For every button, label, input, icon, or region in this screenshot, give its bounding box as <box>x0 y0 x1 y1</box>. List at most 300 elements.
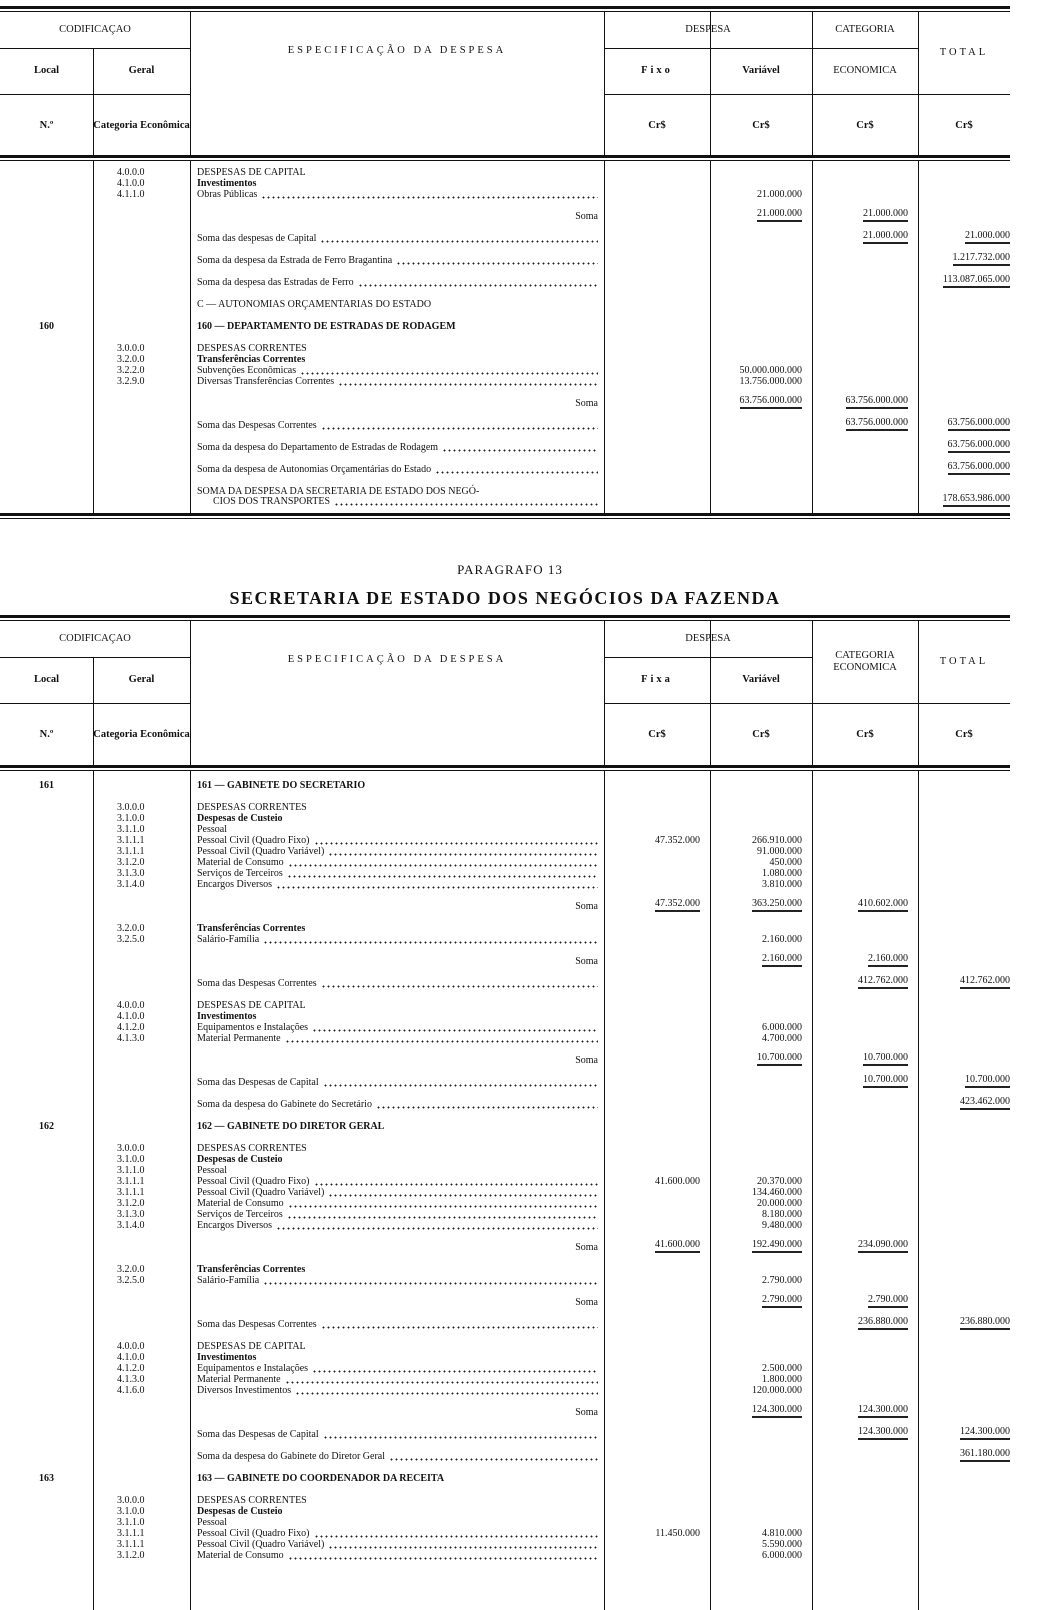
economic-category-code: 3.1.1.1 <box>117 846 145 857</box>
specification-text: 161 — GABINETE DO SECRETARIO <box>197 780 366 791</box>
economic-category-code: 3.1.3.0 <box>117 868 145 879</box>
local-number <box>0 1363 93 1374</box>
economic-category-code: 3.1.1.0 <box>117 1517 145 1528</box>
header-rule <box>0 48 190 49</box>
dot-leader <box>312 1025 598 1033</box>
specification <box>190 167 604 178</box>
total-value <box>918 178 1010 189</box>
specification-text: Material Permanente <box>197 1033 281 1044</box>
local-number <box>0 1220 93 1231</box>
economic-category-value <box>812 934 918 945</box>
economic-category-code: 3.2.2.0 <box>117 365 145 376</box>
total-value-amount: 178.653.986.000 <box>943 494 1011 507</box>
specification <box>190 1275 604 1286</box>
dot-leader <box>287 1212 598 1220</box>
economic-category-value <box>812 1209 918 1220</box>
variable-expense-amount: 50.000.000.000 <box>739 365 802 376</box>
local-number <box>0 1165 93 1176</box>
economic-category-code: 4.1.0.0 <box>117 1011 145 1022</box>
dot-leader <box>396 258 598 266</box>
specification-text: Pessoal <box>197 824 227 835</box>
table-row <box>0 288 1010 310</box>
specification-text: Soma <box>575 1242 598 1253</box>
economic-category-value <box>812 1506 918 1517</box>
economic-category-code: 4.0.0.0 <box>117 167 145 178</box>
total-value <box>918 1165 1010 1176</box>
despesa-heading: DESPESA <box>685 24 731 35</box>
total-value <box>918 1426 1010 1440</box>
specification <box>190 1550 604 1561</box>
economic-category-code: 4.1.2.0 <box>117 1363 145 1374</box>
economic-category-value-amount: 21.000.000 <box>863 231 908 244</box>
variable-expense-amount: 21.000.000 <box>757 189 802 200</box>
total-value <box>918 1154 1010 1165</box>
specification <box>190 824 604 835</box>
fixed-expense-amount: 41.600.000 <box>655 1240 700 1253</box>
dot-leader <box>328 1190 598 1198</box>
specification-text: Pessoal Civil (Quadro Variável) <box>197 1539 325 1550</box>
fixo-heading: Fixo <box>641 65 673 76</box>
total-value <box>918 1528 1010 1539</box>
fixed-expense <box>604 167 710 178</box>
specification <box>190 211 604 222</box>
local-number <box>0 1176 93 1187</box>
variable-expense <box>710 879 812 890</box>
variable-expense <box>710 1363 812 1374</box>
table-row <box>0 1011 1010 1022</box>
column-divider <box>710 621 711 766</box>
economic-category-code: 3.1.1.1 <box>117 835 145 846</box>
economic-category-value <box>812 1198 918 1209</box>
economic-category-value <box>812 189 918 200</box>
total-value <box>918 1022 1010 1033</box>
variable-expense <box>710 1539 812 1550</box>
dot-leader <box>389 1454 598 1462</box>
economic-category-value <box>812 824 918 835</box>
total-value <box>918 1506 1010 1517</box>
specification-text: Soma <box>575 1407 598 1418</box>
table-row <box>0 890 1010 912</box>
variable-expense <box>710 1154 812 1165</box>
economic-category-value <box>812 1165 918 1176</box>
specification <box>190 1473 604 1484</box>
table-row <box>0 1220 1010 1231</box>
variable-expense <box>710 376 812 387</box>
total-value <box>918 274 1010 288</box>
table2-body <box>0 771 1010 1610</box>
variable-expense <box>710 1011 812 1022</box>
economic-category-value <box>812 376 918 387</box>
specification-text: Soma das Despesas de Capital <box>197 1429 319 1440</box>
specification-text: Salário-Família <box>197 934 260 945</box>
local-number <box>0 189 93 200</box>
specification <box>190 1385 604 1396</box>
total-value-amount: 1.217.732.000 <box>953 253 1011 266</box>
variable-expense <box>710 189 812 200</box>
variable-expense <box>710 1275 812 1286</box>
column-divider <box>918 621 919 766</box>
variable-expense-amount: 13.756.000.000 <box>739 376 802 387</box>
categoria-heading: CATEGORIA <box>835 24 895 35</box>
table-row <box>0 1110 1010 1132</box>
economic-category-value <box>812 1052 918 1066</box>
table1-header <box>0 12 1010 157</box>
specification <box>190 1539 604 1550</box>
dot-leader <box>442 445 598 453</box>
total-value <box>918 376 1010 387</box>
economic-category-value <box>812 898 918 912</box>
variable-expense-amount: 2.160.000 <box>762 954 802 967</box>
economic-category-value <box>812 1426 918 1440</box>
specification-text: Soma <box>575 211 598 222</box>
economic-category-value <box>812 953 918 967</box>
variable-expense-amount: 450.000 <box>769 857 802 868</box>
specification <box>190 1099 604 1110</box>
variable-expense-amount: 4.700.000 <box>762 1033 802 1044</box>
total-value <box>918 1374 1010 1385</box>
specification-text: Investimentos <box>197 1352 257 1363</box>
specification <box>190 835 604 846</box>
variable-expense-amount: 1.800.000 <box>762 1374 802 1385</box>
variable-expense <box>710 1033 812 1044</box>
total-value-amount: 63.756.000.000 <box>948 462 1011 475</box>
fixed-expense <box>604 824 710 835</box>
specification-text: Obras Públicas <box>197 189 258 200</box>
economic-category-code: 3.2.5.0 <box>117 1275 145 1286</box>
specification-text: Diversas Transferências Correntes <box>197 376 335 387</box>
specification-text: Transferências Correntes <box>197 354 306 365</box>
table-row <box>0 934 1010 945</box>
fixed-expense <box>604 1011 710 1022</box>
specification <box>190 1121 604 1132</box>
total-value-amount: 423.462.000 <box>960 1097 1010 1110</box>
economic-category-code: 3.0.0.0 <box>117 1143 145 1154</box>
economic-category-value-amount: 21.000.000 <box>863 209 908 222</box>
specification-text: Encargos Diversos <box>197 879 273 890</box>
specification <box>190 321 604 332</box>
local-heading: Local <box>33 674 60 685</box>
specification <box>190 1165 604 1176</box>
table-row <box>0 1308 1010 1330</box>
fixed-expense-amount: 47.352.000 <box>655 835 700 846</box>
specification-text: DESPESAS CORRENTES <box>197 1495 307 1506</box>
fixed-expense <box>604 1539 710 1550</box>
specification-text: Soma <box>575 398 598 409</box>
fixed-expense <box>604 1154 710 1165</box>
economic-category-code: 3.1.4.0 <box>117 1220 145 1231</box>
total-value <box>918 1198 1010 1209</box>
header-rule <box>812 48 918 49</box>
table-row <box>0 1418 1010 1440</box>
currency-heading-3: Cr$ <box>856 728 874 740</box>
variable-expense <box>710 1404 812 1418</box>
specification-text: Soma da despesa do Gabinete do Secretário <box>197 1099 372 1110</box>
variable-expense-amount: 5.590.000 <box>762 1539 802 1550</box>
fixed-expense <box>604 1385 710 1396</box>
table-row <box>0 453 1010 475</box>
local-number <box>0 1198 93 1209</box>
variable-expense <box>710 835 812 846</box>
economic-category-code: 3.1.0.0 <box>117 1154 145 1165</box>
variable-expense-amount: 63.756.000.000 <box>740 396 803 409</box>
variable-expense-amount: 363.250.000 <box>752 899 802 912</box>
fixed-expense <box>604 1275 710 1286</box>
table-row <box>0 200 1010 222</box>
specification-text: DESPESAS DE CAPITAL <box>197 167 306 178</box>
table-row <box>0 1396 1010 1418</box>
header-rule <box>604 657 812 658</box>
codificacao-heading: CODIFICAÇAO <box>59 24 131 35</box>
variable-expense-amount: 9.480.000 <box>762 1220 802 1231</box>
total-value <box>918 879 1010 890</box>
variable-expense <box>710 208 812 222</box>
total-value <box>918 1275 1010 1286</box>
specification <box>190 398 604 409</box>
currency-heading-2: Cr$ <box>752 728 770 740</box>
local-number <box>0 1209 93 1220</box>
specification-text: Equipamentos e Instalações <box>197 1363 309 1374</box>
specification-text: Soma das Despesas Correntes <box>197 978 317 989</box>
table-row <box>0 1352 1010 1363</box>
economic-category-code: 4.0.0.0 <box>117 1000 145 1011</box>
table-row <box>0 1385 1010 1396</box>
variable-expense-amount: 192.490.000 <box>752 1240 802 1253</box>
variable-expense-amount: 2.160.000 <box>762 934 802 945</box>
dot-leader <box>314 1531 599 1539</box>
table-row <box>0 266 1010 288</box>
specification <box>190 376 604 387</box>
column-divider <box>812 12 813 157</box>
table-row <box>0 376 1010 387</box>
dot-leader <box>295 1388 598 1396</box>
variable-expense <box>710 1517 812 1528</box>
economic-category-code: 3.1.1.1 <box>117 1176 145 1187</box>
fixed-expense <box>604 1176 710 1187</box>
variable-expense <box>710 824 812 835</box>
local-number <box>0 1528 93 1539</box>
header-rule <box>0 94 190 95</box>
economic-category-value <box>812 1239 918 1253</box>
fixed-expense <box>604 189 710 200</box>
specification-text: DESPESAS DE CAPITAL <box>197 1341 306 1352</box>
total-value <box>918 1539 1010 1550</box>
specification-text: DESPESAS DE CAPITAL <box>197 1000 306 1011</box>
variable-expense-amount: 20.370.000 <box>757 1176 802 1187</box>
specification-line-2: CIOS DOS TRANSPORTES <box>213 496 331 507</box>
economic-category-value <box>812 1294 918 1308</box>
fixed-expense <box>604 1187 710 1198</box>
table-row <box>0 222 1010 244</box>
table-row <box>0 1506 1010 1517</box>
table-row <box>0 431 1010 453</box>
geral-heading: Geral <box>128 65 155 76</box>
variable-expense <box>710 813 812 824</box>
economic-category-code: 3.1.2.0 <box>117 1550 145 1561</box>
economic-category-value <box>812 879 918 890</box>
table-row <box>0 835 1010 846</box>
specification-text: Despesas de Custeio <box>197 1154 283 1165</box>
economic-category-value-amount: 10.700.000 <box>863 1075 908 1088</box>
column-divider <box>190 12 191 157</box>
specification-text: Soma da despesa da Estrada de Ferro Bragantina <box>197 255 393 266</box>
total-value-amount: 63.756.000.000 <box>948 418 1011 431</box>
total-value <box>918 1385 1010 1396</box>
economic-category-code: 3.1.1.1 <box>117 1528 145 1539</box>
dot-leader <box>288 1201 598 1209</box>
currency-heading-1: Cr$ <box>648 728 666 740</box>
specification-text <box>197 487 598 507</box>
variable-expense <box>710 395 812 409</box>
total-value-amount: 10.700.000 <box>965 1075 1010 1088</box>
table-row <box>0 813 1010 824</box>
specification-text: Pessoal Civil (Quadro Fixo) <box>197 1176 310 1187</box>
total-value <box>918 1096 1010 1110</box>
local-number <box>0 835 93 846</box>
table-row <box>0 1484 1010 1506</box>
header-rule <box>0 703 190 704</box>
dot-leader <box>328 849 598 857</box>
table-row <box>0 1440 1010 1462</box>
economic-category-value <box>812 1220 918 1231</box>
table-row <box>0 1154 1010 1165</box>
total-value <box>918 354 1010 365</box>
variable-expense <box>710 1506 812 1517</box>
dot-leader <box>323 1432 598 1440</box>
economic-category-value <box>812 208 918 222</box>
table-row <box>0 1066 1010 1088</box>
total-value <box>918 1187 1010 1198</box>
fixed-expense <box>604 1352 710 1363</box>
numero-heading: N.º <box>39 119 54 131</box>
specification <box>190 1198 604 1209</box>
variable-expense <box>710 1550 812 1561</box>
table-row <box>0 1209 1010 1220</box>
table-row <box>0 1550 1010 1561</box>
table-row <box>0 879 1010 890</box>
total-value-amount: 236.880.000 <box>960 1317 1010 1330</box>
economic-category-code: 3.1.3.0 <box>117 1209 145 1220</box>
specification-text: Material de Consumo <box>197 857 284 868</box>
fixed-expense <box>604 1528 710 1539</box>
specification-text: Investimentos <box>197 1011 257 1022</box>
fixed-expense <box>604 813 710 824</box>
economic-category-value-amount: 63.756.000.000 <box>846 396 909 409</box>
local-number <box>0 365 93 376</box>
economic-category-value <box>812 835 918 846</box>
variable-expense <box>710 1528 812 1539</box>
specification-line <box>197 497 598 507</box>
specification <box>190 956 604 967</box>
economic-category-value <box>812 167 918 178</box>
variable-expense <box>710 1220 812 1231</box>
variable-expense <box>710 857 812 868</box>
categoria-economica-heading: Categoria Econômica <box>93 728 190 740</box>
economica-heading: ECONOMICA <box>833 65 897 76</box>
economic-category-value <box>812 1011 918 1022</box>
table-row <box>0 475 1010 507</box>
fixed-expense-amount: 47.352.000 <box>655 899 700 912</box>
fixed-expense <box>604 1506 710 1517</box>
specification-text: DESPESAS CORRENTES <box>197 802 307 813</box>
fixo-heading: Fixa <box>641 674 673 685</box>
economic-category-code: 3.0.0.0 <box>117 343 145 354</box>
total-value <box>918 1517 1010 1528</box>
fixed-expense <box>604 1033 710 1044</box>
economic-category-value <box>812 1022 918 1033</box>
total-value <box>918 868 1010 879</box>
dot-leader <box>323 1080 598 1088</box>
specification <box>190 901 604 912</box>
specification-text: DESPESAS CORRENTES <box>197 343 307 354</box>
economic-category-value <box>812 354 918 365</box>
economic-category-value <box>812 1154 918 1165</box>
economic-category-value-amount: 124.300.000 <box>858 1405 908 1418</box>
economic-category-value-amount: 124.300.000 <box>858 1427 908 1440</box>
table-row <box>0 1022 1010 1033</box>
economic-category-code: 3.1.2.0 <box>117 857 145 868</box>
fixed-expense <box>604 1550 710 1561</box>
geral-heading: Geral <box>128 674 155 685</box>
specification-text: Pessoal Civil (Quadro Fixo) <box>197 1528 310 1539</box>
table-row <box>0 189 1010 200</box>
total-value <box>918 189 1010 200</box>
economic-category-code: 4.1.1.0 <box>117 189 145 200</box>
economic-category-value <box>812 1385 918 1396</box>
variable-expense <box>710 1385 812 1396</box>
specification <box>190 178 604 189</box>
local-number <box>0 868 93 879</box>
total-value-amount: 412.762.000 <box>960 976 1010 989</box>
specification <box>190 1363 604 1374</box>
fixed-expense <box>604 1220 710 1231</box>
variable-expense <box>710 953 812 967</box>
dot-leader <box>300 368 598 376</box>
economic-category-value <box>812 975 918 989</box>
variable-expense <box>710 178 812 189</box>
variable-expense-amount: 124.300.000 <box>752 1405 802 1418</box>
dot-leader <box>312 1366 598 1374</box>
variable-expense <box>710 1022 812 1033</box>
local-number: 163 <box>39 1473 54 1484</box>
economic-category-value-amount: 63.756.000.000 <box>846 418 909 431</box>
total-value <box>918 1220 1010 1231</box>
economic-category-value <box>812 1528 918 1539</box>
table-row <box>0 1363 1010 1374</box>
specification <box>190 1264 604 1275</box>
fixed-expense <box>604 879 710 890</box>
currency-heading-4: Cr$ <box>955 119 973 131</box>
variable-expense-amount: 4.810.000 <box>762 1528 802 1539</box>
dot-leader <box>285 1036 598 1044</box>
table-row <box>0 857 1010 868</box>
economic-category-code: 3.2.0.0 <box>117 923 145 934</box>
specification <box>190 879 604 890</box>
specification-text: 162 — GABINETE DO DIRETOR GERAL <box>197 1121 385 1132</box>
total-value <box>918 1033 1010 1044</box>
specification <box>190 354 604 365</box>
table-row <box>0 409 1010 431</box>
economic-category-code: 3.1.2.0 <box>117 1198 145 1209</box>
specification <box>190 1000 604 1011</box>
dot-leader <box>287 871 598 879</box>
table-row <box>0 945 1010 967</box>
economic-category-value <box>812 813 918 824</box>
total-value <box>918 1363 1010 1374</box>
total-value <box>918 1074 1010 1088</box>
economic-category-value-amount: 10.700.000 <box>863 1053 908 1066</box>
specification <box>190 1209 604 1220</box>
total-value-amount: 113.087.065.000 <box>943 275 1010 288</box>
